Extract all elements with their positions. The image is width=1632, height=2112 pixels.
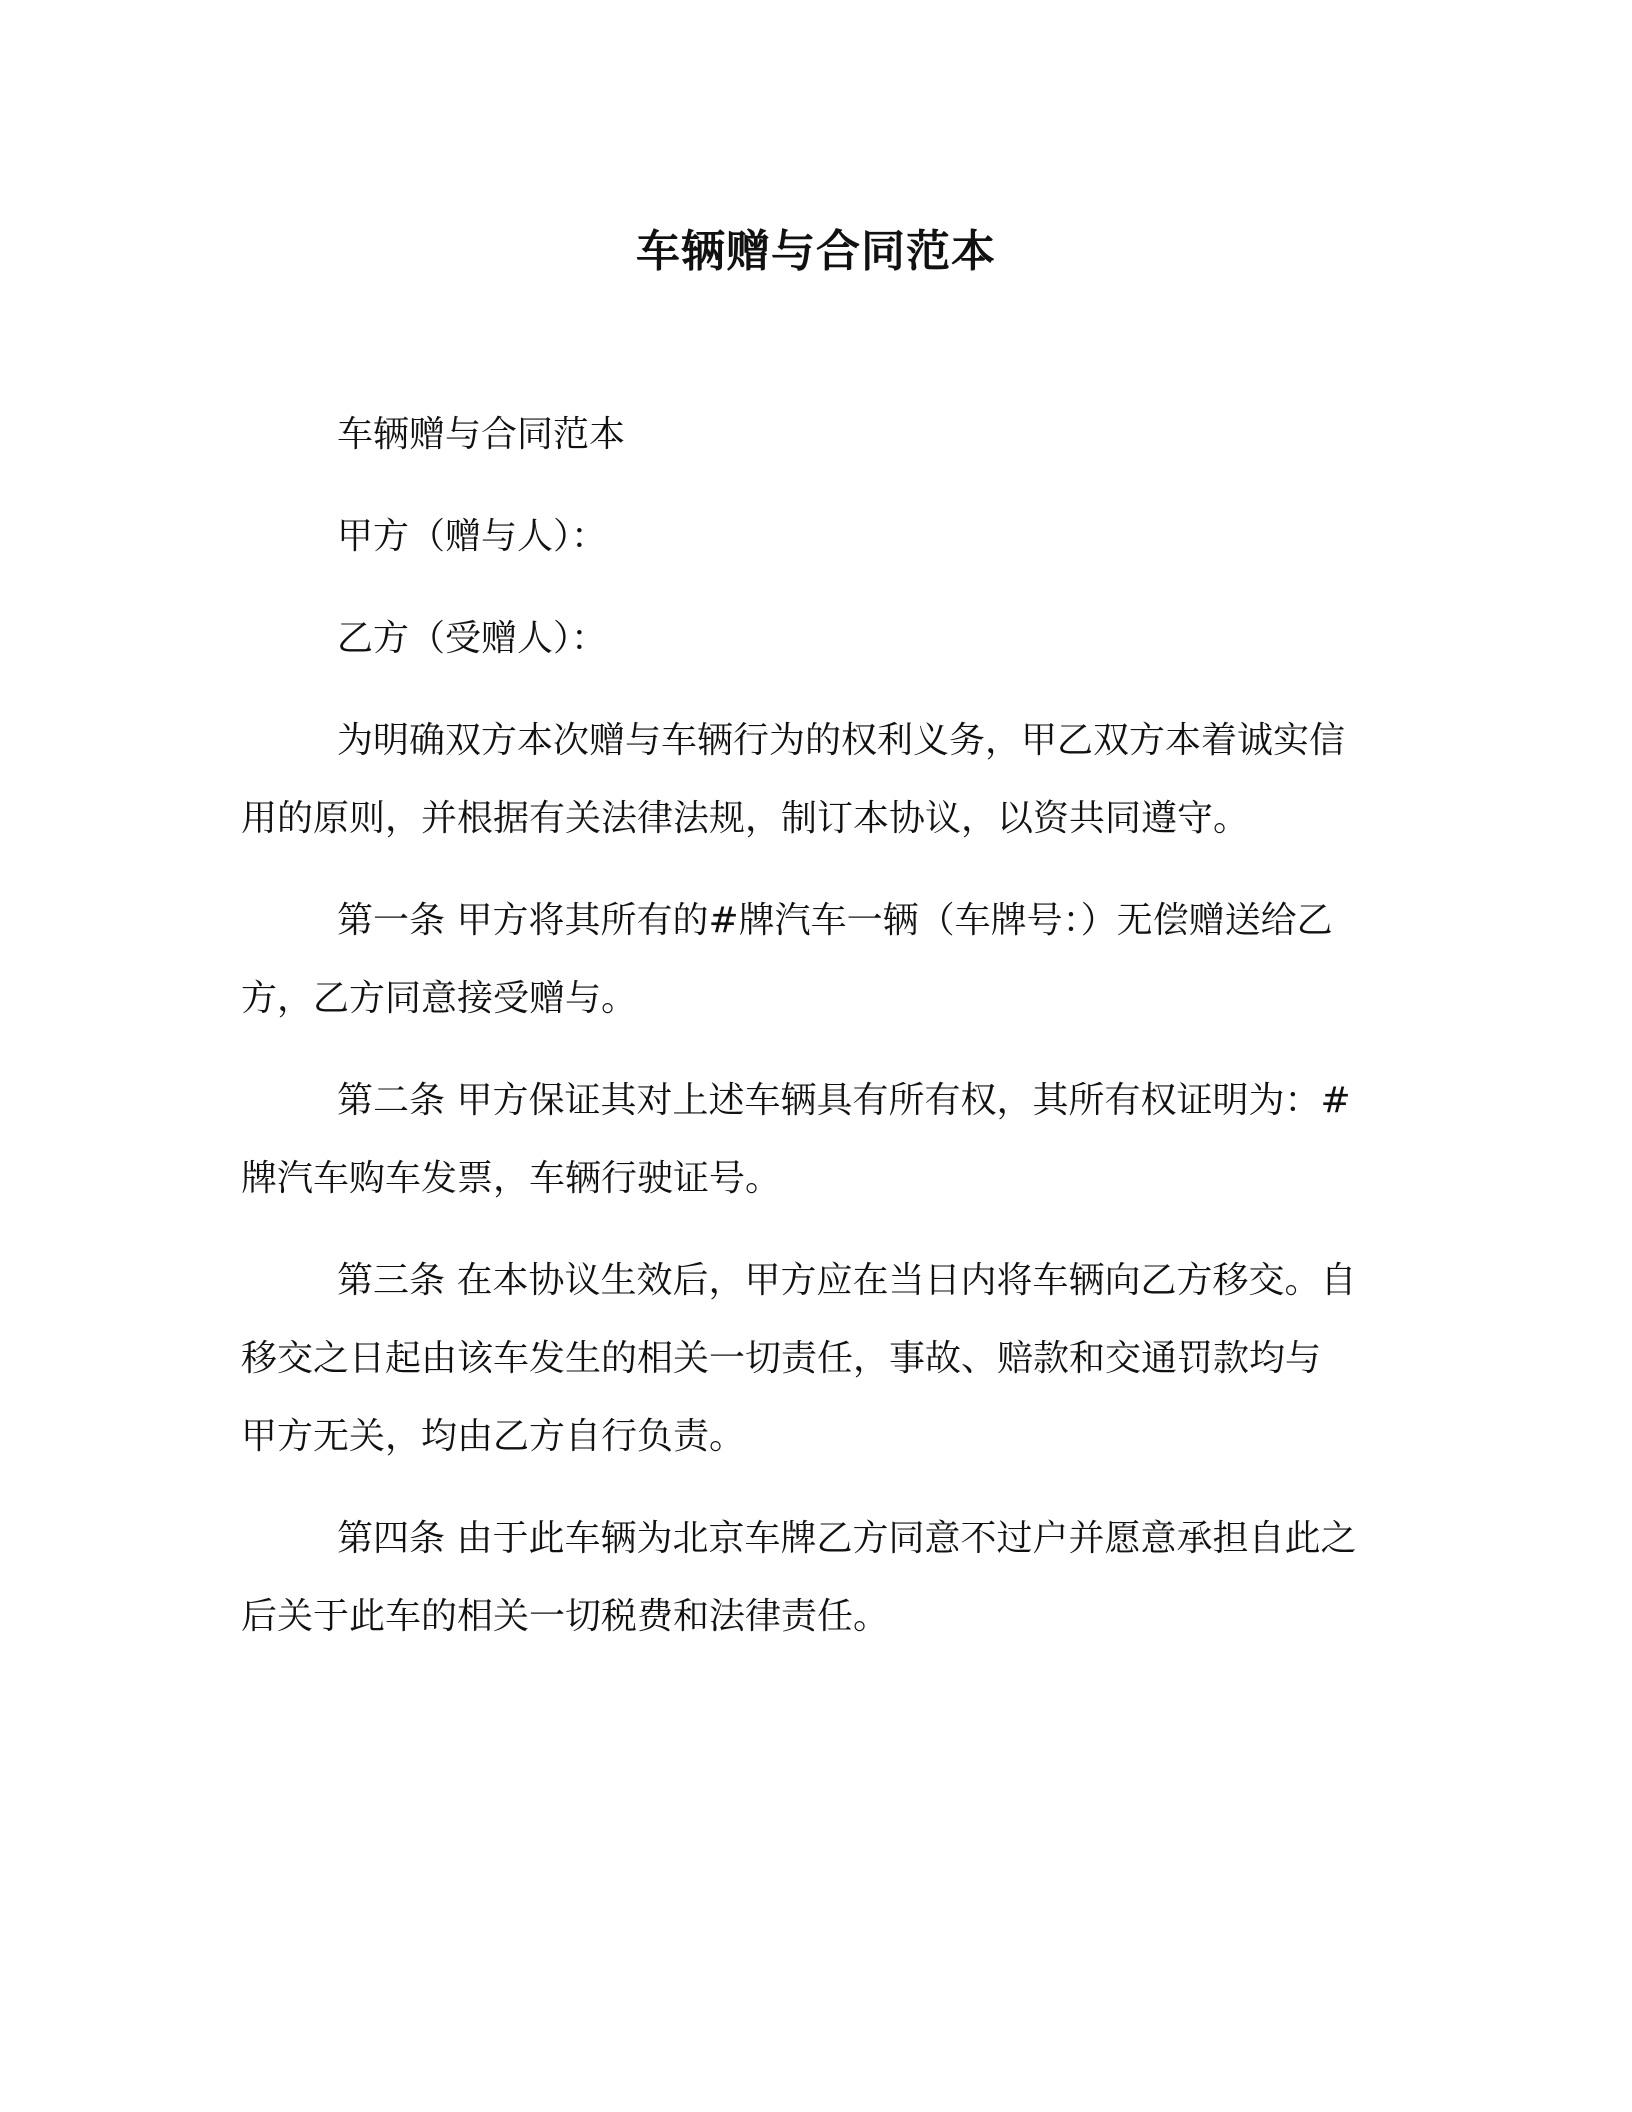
article-1-paragraph xyxy=(241,882,1391,1038)
paragraph-line: 甲方无关，均由乙方自行负责。 xyxy=(241,1416,746,1457)
paragraph-line: 为明确双方本次赠与车辆行为的权利义务，甲乙双方本着诚实信 xyxy=(337,720,1346,761)
paragraph-line: 移交之日起由该车发生的相关一切责任，事故、赔款和交通罚款均与 xyxy=(241,1338,1322,1379)
article-2-paragraph xyxy=(241,1062,1391,1218)
paragraph-line: 甲方（赠与人）： xyxy=(337,516,608,557)
party-a-line xyxy=(241,498,1391,576)
paragraph-line: 方，乙方同意接受赠与。 xyxy=(241,978,638,1019)
paragraph-heading xyxy=(241,396,1391,474)
party-b-line xyxy=(241,600,1391,678)
article-4-paragraph xyxy=(241,1500,1391,1656)
paragraph-line: 第一条 甲方将其所有的#牌汽车一辆（车牌号：）无偿赠送给乙 xyxy=(337,900,1333,941)
paragraph-line: 乙方（受赠人）： xyxy=(337,618,608,659)
document-body xyxy=(241,396,1391,1656)
paragraph-line: 第二条 甲方保证其对上述车辆具有所有权，其所有权证明为：# xyxy=(337,1080,1351,1121)
paragraph-line: 第三条 在本协议生效后，甲方应在当日内将车辆向乙方移交。自 xyxy=(337,1260,1357,1301)
paragraph-line: 牌汽车购车发票，车辆行驶证号。 xyxy=(241,1158,782,1199)
preamble-paragraph xyxy=(241,702,1391,858)
document-title: 车辆赠与合同范本 xyxy=(636,226,996,277)
paragraph-line: 后关于此车的相关一切税费和法律责任。 xyxy=(241,1596,890,1637)
article-3-paragraph xyxy=(241,1242,1391,1476)
paragraph-line: 车辆赠与合同范本 xyxy=(337,414,626,455)
paragraph-line: 第四条 由于此车辆为北京车牌乙方同意不过户并愿意承担自此之 xyxy=(337,1518,1357,1559)
paragraph-line: 用的原则，并根据有关法律法规，制订本协议，以资共同遵守。 xyxy=(241,798,1250,839)
